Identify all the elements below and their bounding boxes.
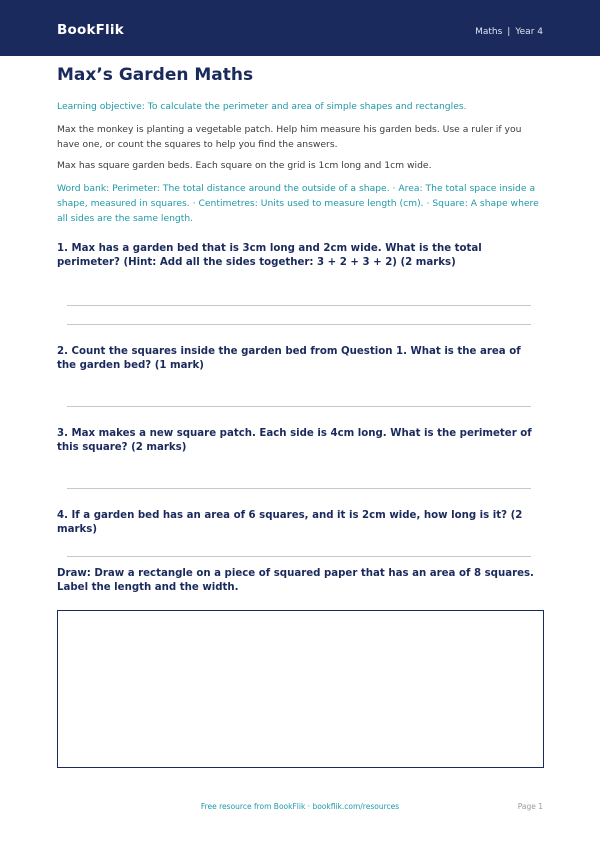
word-bank: Word bank: Perimeter: The total distance around the outside of a shape. · Area: The total space inside a shape, measured in squares. · Centimetres: Units used to measure length (cm). · Square: A shape where all sides are the same length. (57, 183, 539, 224)
learning-objective: Learning objective: To calculate the perimeter and area of simple shapes and rectangles. (57, 101, 467, 112)
drawing-box[interactable] (57, 610, 544, 768)
intro-paragraph: Max the monkey is planting a vegetable patch. Help him measure his garden beds. Use a ruler if you have one, or count the squares to help you find the answers. (57, 124, 522, 150)
question-3: 3. Max makes a new square patch. Each side is 4cm long. What is the perimeter of this square? (2 marks) (57, 428, 532, 453)
answer-line[interactable] (67, 488, 531, 489)
subject-year (475, 27, 543, 37)
question-2: 2. Count the squares inside the garden bed from Question 1. What is the area of the garden bed? (1 mark) (57, 346, 521, 371)
answer-line[interactable] (67, 406, 531, 407)
question-4: 4. If a garden bed has an area of 6 squares, and it is 2cm wide, how long is it? (2 marks) (57, 510, 523, 535)
brand-logo[interactable]: BookFlik (57, 22, 124, 38)
page-title: Max’s Garden Maths (57, 65, 254, 85)
subject-label: Maths (475, 27, 503, 37)
footer-text[interactable]: Free resource from BookFlik · bookflik.com/resources (200, 802, 400, 811)
answer-line[interactable] (67, 556, 531, 557)
page-number: Page 1 (517, 802, 543, 811)
meta-separator: | (507, 27, 511, 37)
year-label: Year 4 (515, 27, 543, 37)
answer-line[interactable] (67, 305, 531, 306)
grid-note: Max has square garden beds. Each square on the grid is 1cm long and 1cm wide. (57, 160, 432, 171)
answer-line[interactable] (67, 324, 531, 325)
draw-task: Draw: Draw a rectangle on a piece of squared paper that has an area of 8 squares. Label the length and the width. (57, 568, 534, 593)
question-1: 1. Max has a garden bed that is 3cm long and 2cm wide. What is the total perimeter? (Hint: Add all the sides together: 3 + 2 + 3 + 2) (2 marks) (57, 243, 482, 268)
header-bar (0, 0, 600, 56)
